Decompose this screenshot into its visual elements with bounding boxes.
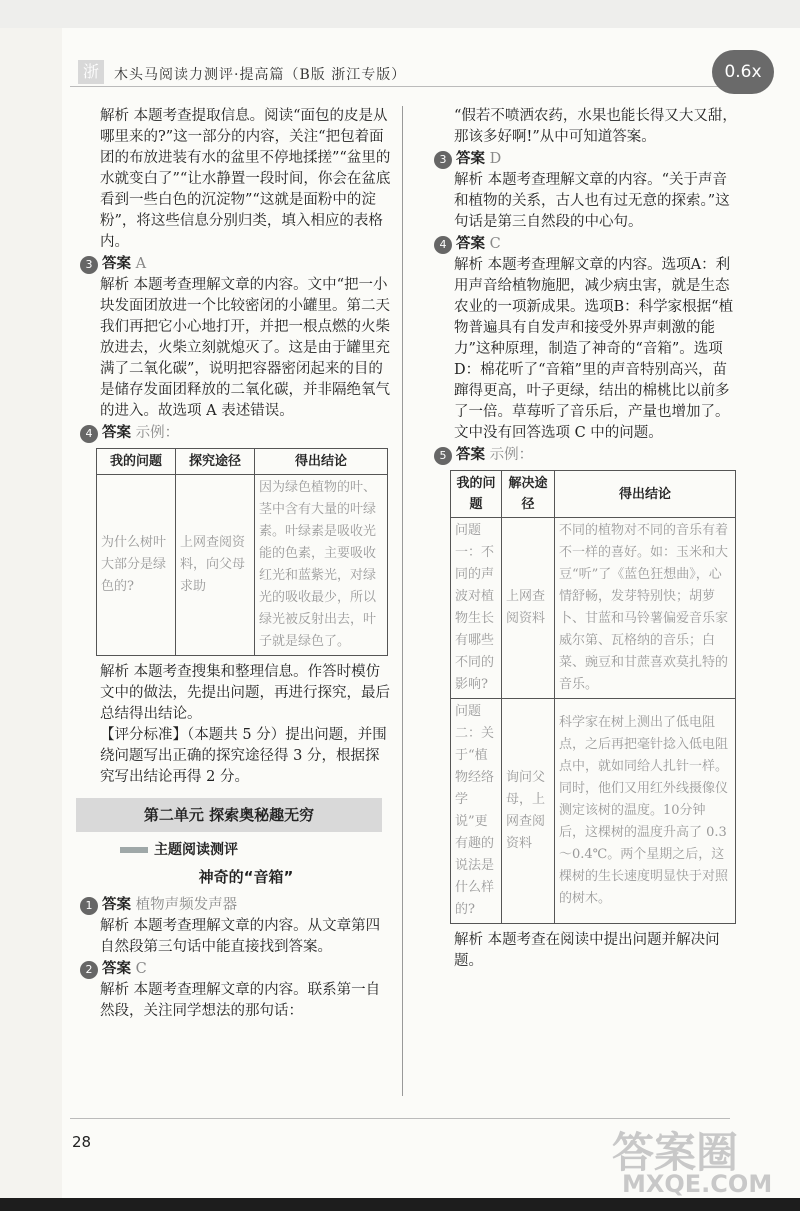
answer-label: 答案 bbox=[456, 150, 485, 167]
unit-banner: 第二单元 探索奥秘趣无穷 bbox=[76, 798, 382, 832]
answer-line-1 bbox=[85, 894, 392, 916]
answer-line-3 bbox=[85, 253, 392, 275]
answer-line-2 bbox=[85, 958, 392, 980]
answer-line-4 bbox=[85, 422, 392, 444]
answer-label: 答案 bbox=[102, 960, 131, 977]
analysis-paragraph: 解析 本题考查在阅读中提出问题并解决问题。 bbox=[454, 932, 720, 969]
answer-value: A bbox=[135, 256, 147, 272]
scoring-standard: 【评分标准】（本题共 5 分）提出问题，并围绕问题写出正确的探究途径得 3 分，根据探究写出结论再得 2 分。 bbox=[100, 727, 387, 785]
watermark-url: MXQE.COM bbox=[622, 1170, 773, 1198]
analysis-paragraph: 解析 本题考查理解文章的内容。选项A：利用声音给植物施肥，减少病虫害，就是生态农业的一项新成果。选项B：科学家根据“植物普遍具有自发声和接受外界声刺激的能力”这种原理，制造了神奇的“音箱”。选项D：棉花听了“音箱”里的声音特别高兴，苗蹿得更高，叶子更绿，结出的棉桃比以前多了一倍。草莓听了音乐后，产量也增加了。文中没有回答选项 C 中的问题。 bbox=[454, 257, 734, 441]
footer-rule bbox=[70, 1118, 730, 1119]
theme-label: 主题阅读测评 bbox=[154, 842, 238, 858]
table-cell: 问题二：关于“植物经络学说”更有趣的说法是什么样的? bbox=[451, 699, 502, 924]
table-row bbox=[97, 475, 388, 656]
inquiry-table bbox=[96, 448, 388, 656]
answer-value: C bbox=[489, 236, 501, 252]
answer-value: 示例： bbox=[489, 447, 534, 463]
answer-label: 答案 bbox=[102, 424, 131, 441]
theme-bar-icon bbox=[120, 847, 148, 853]
table-header: 解决途径 bbox=[502, 471, 555, 518]
table-header: 探究途径 bbox=[176, 449, 255, 475]
theme-heading bbox=[120, 840, 392, 861]
bottom-bar bbox=[0, 1198, 800, 1211]
answer-value: 示例： bbox=[135, 425, 180, 441]
question-number: 5 bbox=[434, 447, 452, 465]
analysis-paragraph: 解析 本题考查提取信息。阅读“面包的皮是从哪里来的?”这一部分的内容，关注“把包着面团的布放进装有水的盆里不停地揉搓”“盆里的水就变白了”“让水静置一段时间，你会在盆底看到一些白色的沉淀物”“这就是面粉中的淀粉”，将这些信息分别归类，填入相应的表格内。 bbox=[100, 108, 391, 250]
table-row bbox=[451, 699, 736, 924]
table-cell: 上网查阅资料 bbox=[502, 518, 555, 699]
page-header bbox=[70, 58, 730, 87]
question-number: 2 bbox=[80, 961, 98, 979]
header-title: 木头马阅读力测评·提高篇（B版 浙江专版） bbox=[114, 67, 407, 83]
watermark-logo: 答案圈 bbox=[612, 1128, 739, 1177]
table-header-row bbox=[451, 471, 736, 518]
right-column bbox=[439, 106, 740, 972]
table-header-row bbox=[97, 449, 388, 475]
question-number: 1 bbox=[80, 897, 98, 915]
analysis-paragraph: 解析 本题考查理解文章的内容。“关于声音和植物的关系，古人也有过无意的探索。”这句话是第三自然段的中心句。 bbox=[454, 172, 730, 230]
question-number: 4 bbox=[80, 425, 98, 443]
answer-value: D bbox=[489, 151, 502, 167]
question-number: 4 bbox=[434, 236, 452, 254]
table-header: 得出结论 bbox=[555, 471, 736, 518]
table-cell: 询问父母，上网查阅资料 bbox=[502, 699, 555, 924]
table-row bbox=[451, 518, 736, 699]
answer-line-3 bbox=[439, 148, 740, 170]
series-logo: 浙 bbox=[78, 60, 104, 84]
page-number: 28 bbox=[72, 1133, 92, 1151]
question-number: 3 bbox=[434, 151, 452, 169]
table-cell: 问题一：不同的声波对植物生长有哪些不同的影响? bbox=[451, 518, 502, 699]
analysis-paragraph: 解析 本题考查理解文章的内容。从文章第四自然段第三句话中能直接找到答案。 bbox=[100, 918, 381, 955]
table-cell: 因为绿色植物的叶、茎中含有大量的叶绿素。叶绿素是吸收光能的色素，主要吸收红光和蓝紫光，对绿光的吸收最少，所以绿光被反射出去，叶子就是绿色了。 bbox=[255, 475, 388, 656]
problem-solving-table bbox=[450, 470, 736, 924]
analysis-paragraph: 解析 本题考查搜集和整理信息。作答时模仿文中的做法，先提出问题，再进行探究，最后总结得出结论。 bbox=[100, 664, 390, 722]
table-header: 我的问题 bbox=[451, 471, 502, 518]
analysis-paragraph: 解析 本题考查理解文章的内容。文中“把一小块发面团放进一个比较密闭的小罐里。第二天我们再把它小心地打开，并把一根点燃的火柴放进去，火柴立刻就熄灭了。这是由于罐里充满了二氧化碳”，说明把容器密闭起来的目的是储存发面团释放的二氧化碳，并非隔绝氧气的进入。故选项 A 表述错误。 bbox=[100, 277, 390, 419]
analysis-paragraph: “假若不喷洒农药，水果也能长得又大又甜，那该多好啊!”从中可知道答案。 bbox=[454, 108, 737, 145]
answer-line-5 bbox=[439, 444, 740, 466]
table-header: 得出结论 bbox=[255, 449, 388, 475]
answer-label: 答案 bbox=[456, 446, 485, 463]
table-header: 我的问题 bbox=[97, 449, 176, 475]
story-title: 神奇的“音箱” bbox=[198, 868, 294, 886]
answer-label: 答案 bbox=[102, 255, 131, 272]
left-column bbox=[85, 106, 392, 1022]
table-cell: 科学家在树上测出了低电阻点，之后再把毫针捻入低电阻点中，就如同给人扎针一样。同时，他们又用红外线摄像仪测定该树的温度。10分钟后，这棵树的温度升高了 0.3～0.4℃。两个星期之后，这棵树的生长速度明显快于对照的树木。 bbox=[555, 699, 736, 924]
question-number: 3 bbox=[80, 256, 98, 274]
answer-label: 答案 bbox=[102, 896, 131, 913]
table-cell: 为什么树叶大部分是绿色的? bbox=[97, 475, 176, 656]
top-bar bbox=[0, 0, 800, 28]
column-divider bbox=[402, 106, 403, 1096]
answer-label: 答案 bbox=[456, 235, 485, 252]
answer-line-4 bbox=[439, 233, 740, 255]
zoom-level-badge[interactable]: 0.6x bbox=[712, 50, 774, 94]
answer-value: 植物声频发声器 bbox=[135, 897, 238, 913]
table-cell: 上网查阅资料，向父母求助 bbox=[176, 475, 255, 656]
analysis-paragraph: 解析 本题考查理解文章的内容。联系第一自然段，关注同学想法的那句话： bbox=[100, 982, 381, 1019]
answer-value: C bbox=[135, 961, 147, 977]
table-cell: 不同的植物对不同的音乐有着不一样的喜好。如：玉米和大豆“听”了《蓝色狂想曲》，心情舒畅，发芽特别快；胡萝卜、甘蓝和马铃薯偏爱音乐家威尔第、瓦格纳的音乐；白菜、豌豆和甘蔗喜欢莫扎特的音乐。 bbox=[555, 518, 736, 699]
